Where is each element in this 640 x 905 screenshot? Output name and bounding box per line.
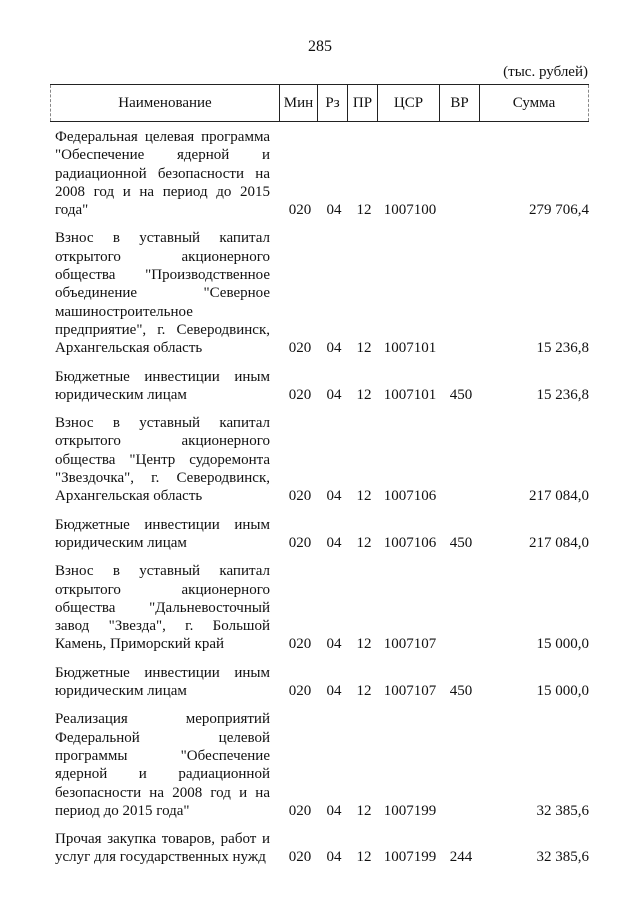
- row-csr: 1007107: [383, 636, 437, 653]
- row-min: 020: [288, 802, 312, 819]
- row-csr: 1007106: [383, 488, 437, 505]
- header-sum: Сумма: [479, 85, 589, 121]
- row-min: 020: [288, 386, 312, 403]
- header-vr: ВР: [439, 85, 479, 121]
- row-rz: 04: [326, 849, 342, 866]
- row-min: 020: [288, 636, 312, 653]
- row-min: 020: [288, 202, 312, 219]
- row-name: Федеральная целевая программа "Обеспечение ядерной и радиационной безопасности на 2008 год и на период до 2015 года": [55, 129, 270, 219]
- row-pr: 12: [356, 636, 372, 653]
- row-name: Бюджетные инвестиции иным юридическим лицам: [55, 664, 270, 700]
- row-rz: 04: [326, 534, 342, 551]
- row-csr: 1007106: [383, 534, 437, 551]
- header-name: Наименование: [50, 85, 279, 121]
- row-rz: 04: [326, 202, 342, 219]
- row-vr: 450: [449, 386, 473, 403]
- row-csr: 1007100: [383, 202, 437, 219]
- row-min: 020: [288, 340, 312, 357]
- row-pr: 12: [356, 849, 372, 866]
- row-min: 020: [288, 683, 312, 700]
- row-csr: 1007199: [383, 802, 437, 819]
- row-sum: 15 236,8: [536, 386, 589, 403]
- header-min: Мин: [279, 85, 317, 121]
- page-number: 285: [308, 38, 332, 55]
- table-row: [55, 830, 589, 867]
- row-csr: 1007199: [383, 849, 437, 866]
- row-rz: 04: [326, 386, 342, 403]
- header-pr: ПР: [347, 85, 377, 121]
- row-sum: 15 236,8: [536, 340, 589, 357]
- row-name: Реализация мероприятий Федеральной целевой программы "Обеспечение ядерной и радиационной безопасности на 2008 год и на период до 2015 года": [55, 711, 270, 819]
- header-csr: ЦСР: [377, 85, 439, 121]
- row-pr: 12: [356, 202, 372, 219]
- table-body: [55, 128, 589, 877]
- row-name: Бюджетные инвестиции иным юридическим лицам: [55, 368, 270, 403]
- table-row: [55, 664, 589, 701]
- row-csr: 1007101: [383, 340, 437, 357]
- row-name: Взнос в уставный капитал открытого акционерного общества "Производственное объединение "Северное машиностроительное предприятие", г. Северодвинск, Архангельская область: [55, 230, 270, 357]
- row-name: Прочая закупка товаров, работ и услуг для государственных нужд: [55, 831, 270, 866]
- row-sum: 279 706,4: [529, 202, 589, 219]
- row-csr: 1007101: [383, 386, 437, 403]
- row-pr: 12: [356, 534, 372, 551]
- row-sum: 32 385,6: [536, 802, 589, 819]
- row-rz: 04: [326, 683, 342, 700]
- row-sum: 15 000,0: [536, 636, 589, 653]
- row-pr: 12: [356, 683, 372, 700]
- row-vr: 450: [449, 534, 473, 551]
- table-row: [55, 710, 589, 820]
- row-sum: 15 000,0: [536, 683, 589, 700]
- row-min: 020: [288, 534, 312, 551]
- row-pr: 12: [356, 340, 372, 357]
- row-sum: 217 084,0: [529, 534, 589, 551]
- header-rz: Рз: [317, 85, 347, 121]
- table-row: [55, 128, 589, 219]
- row-vr: 244: [449, 849, 473, 866]
- row-csr: 1007107: [383, 683, 437, 700]
- row-pr: 12: [356, 386, 372, 403]
- row-rz: 04: [326, 636, 342, 653]
- table-row: [55, 516, 589, 553]
- table-row: [55, 414, 589, 505]
- row-rz: 04: [326, 340, 342, 357]
- row-sum: 217 084,0: [529, 488, 589, 505]
- row-rz: 04: [326, 802, 342, 819]
- units-label: (тыс. рублей): [503, 64, 588, 80]
- row-name: Бюджетные инвестиции иным юридическим лицам: [55, 516, 270, 551]
- row-name: Взнос в уставный капитал открытого акционерного общества "Дальневосточный завод "Звезда", г. Большой Камень, Приморский край: [55, 563, 270, 653]
- row-sum: 32 385,6: [536, 849, 589, 866]
- table-row: [55, 368, 589, 405]
- table-row: [55, 229, 589, 357]
- row-min: 020: [288, 849, 312, 866]
- row-name: Взнос в уставный капитал открытого акционерного общества "Центр судоремонта "Звездочка", г. Северодвинск, Архангельская область: [55, 415, 270, 505]
- table-header: [50, 84, 589, 122]
- row-vr: 450: [449, 683, 473, 700]
- row-min: 020: [288, 488, 312, 505]
- row-pr: 12: [356, 488, 372, 505]
- table-row: [55, 562, 589, 653]
- row-rz: 04: [326, 488, 342, 505]
- row-pr: 12: [356, 802, 372, 819]
